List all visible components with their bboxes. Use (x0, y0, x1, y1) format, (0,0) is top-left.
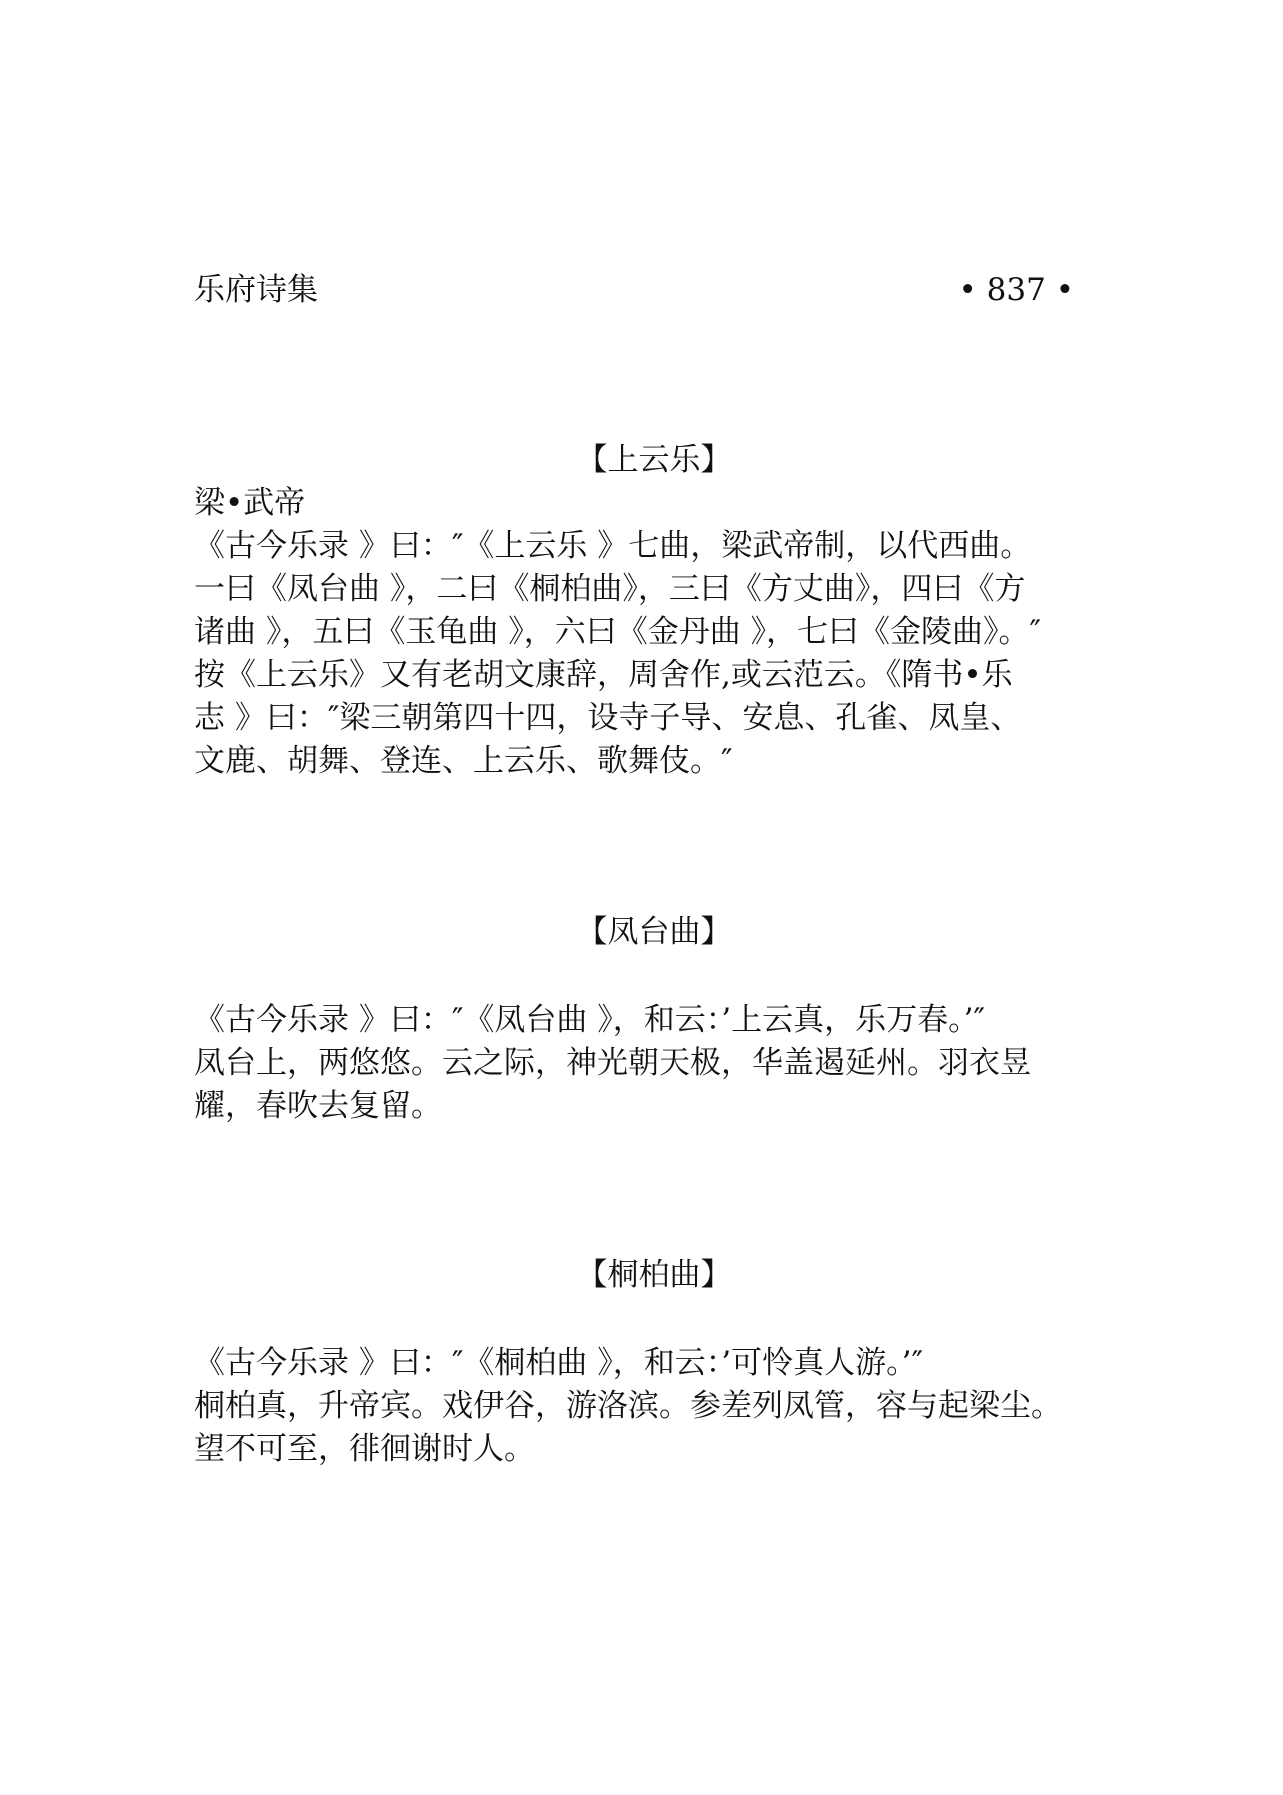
section-tong-bai-qu (194, 1253, 1114, 1297)
text-line: 桐柏真，升帝宾。戏伊谷，游洛滨。参差列凤管，容与起梁尘。 (194, 1388, 1062, 1424)
text-line: 文鹿、胡舞、登连、上云乐、歌舞伎。″ (194, 743, 733, 779)
text-line: 按《上云乐》又有老胡文康辞，周舍作,或云范云。《隋书•乐 (194, 657, 1013, 693)
text-line: 《古今乐录 》曰：″《桐柏曲 》，和云：’可怜真人游。’″ (194, 1345, 924, 1381)
author: 梁•武帝 (194, 485, 306, 521)
running-header (194, 268, 1074, 312)
book-title: 乐府诗集 (194, 272, 318, 308)
text-line: 望不可至，徘徊谢时人。 (194, 1431, 535, 1467)
section-title: 【桐柏曲】 (576, 1257, 732, 1293)
text-line: 诸曲 》，五曰《玉龟曲 》，六曰《金丹曲 》，七曰《金陵曲》。″ (194, 614, 1042, 650)
page-number: • 837 • (958, 272, 1074, 308)
text-line: 一曰《凤台曲 》，二曰《桐柏曲》，三曰《方丈曲》，四曰《方 (194, 571, 1026, 607)
section-shang-yun-yue (194, 438, 1114, 783)
section-tong-bai-qu-body (194, 1342, 1114, 1471)
text-line: 《古今乐录 》曰：″《上云乐 》七曲，梁武帝制，以代西曲。 (194, 528, 1032, 564)
section-title: 【上云乐】 (576, 442, 732, 478)
text-line: 耀，春吹去复留。 (194, 1088, 442, 1124)
text-line: 《古今乐录 》曰：″《凤台曲 》，和云：’上云真，乐万春。’″ (194, 1002, 986, 1038)
section-feng-tai-qu (194, 910, 1114, 954)
section-feng-tai-qu-body (194, 999, 1114, 1128)
text-line: 志 》曰：″梁三朝第四十四，设寺子导、安息、孔雀、凤皇、 (194, 700, 1022, 736)
text-line: 凤台上，两悠悠。云之际，神光朝天极，华盖遏延州。羽衣昱 (194, 1045, 1031, 1081)
section-title: 【凤台曲】 (576, 914, 732, 950)
